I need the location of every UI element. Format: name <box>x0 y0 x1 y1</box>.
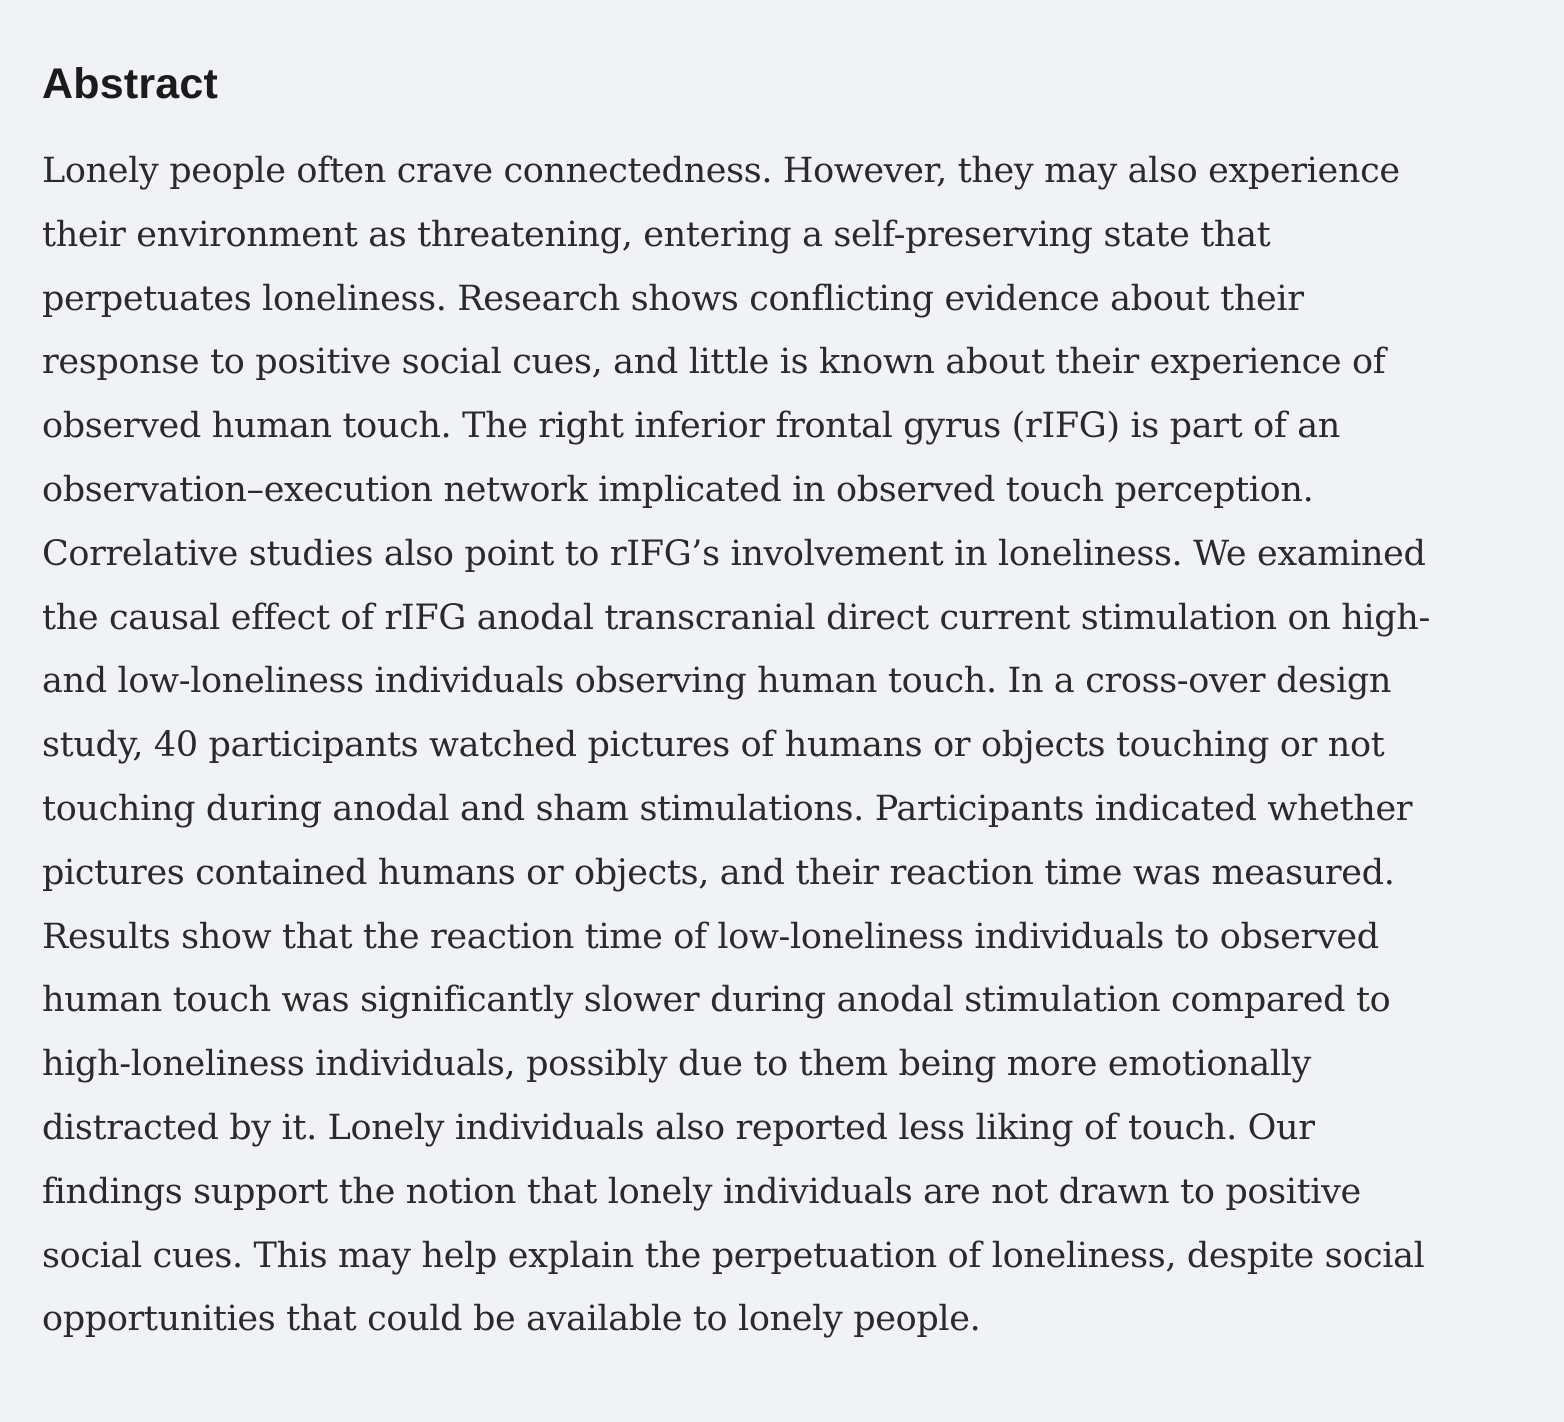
abstract-line: response to positive social cues, and little is known about their experience of <box>42 342 1386 383</box>
abstract-line: observation–execution network implicated in observed touch perception. <box>42 469 1314 510</box>
abstract-section <box>42 52 1522 1352</box>
abstract-line: perpetuates loneliness. Research shows conflicting evidence about their <box>42 278 1304 319</box>
abstract-line: pictures contained humans or objects, and their reaction time was measured. <box>42 852 1395 893</box>
abstract-line: social cues. This may help explain the perpetuation of loneliness, despite social <box>42 1235 1425 1276</box>
abstract-line: opportunities that could be available to lonely people. <box>42 1299 981 1340</box>
abstract-line: their environment as threatening, entering a self-preserving state that <box>42 214 1271 255</box>
abstract-line: touching during anodal and sham stimulations. Participants indicated whether <box>42 788 1413 829</box>
abstract-line: observed human touch. The right inferior frontal gyrus (rIFG) is part of an <box>42 406 1340 447</box>
abstract-line: Results show that the reaction time of low-loneliness individuals to observed <box>42 916 1379 957</box>
abstract-line: human touch was significantly slower during anodal stimulation compared to <box>42 980 1391 1021</box>
abstract-line: distracted by it. Lonely individuals also reported less liking of touch. Our <box>42 1107 1315 1148</box>
abstract-line: high-loneliness individuals, possibly due to them being more emotionally <box>42 1044 1311 1085</box>
abstract-body <box>42 140 1522 1352</box>
abstract-line: and low-loneliness individuals observing human touch. In a cross-over design <box>42 661 1392 702</box>
abstract-heading: Abstract <box>42 60 219 108</box>
abstract-line: Lonely people often crave connectedness. However, they may also experience <box>42 151 1400 191</box>
abstract-line: study, 40 participants watched pictures of humans or objects touching or not <box>42 725 1385 766</box>
abstract-line: findings support the notion that lonely individuals are not drawn to positive <box>42 1171 1361 1212</box>
abstract-line: the causal effect of rIFG anodal transcranial direct current stimulation on high- <box>42 597 1430 638</box>
abstract-line: Correlative studies also point to rIFG’s involvement in loneliness. We examined <box>42 533 1426 574</box>
